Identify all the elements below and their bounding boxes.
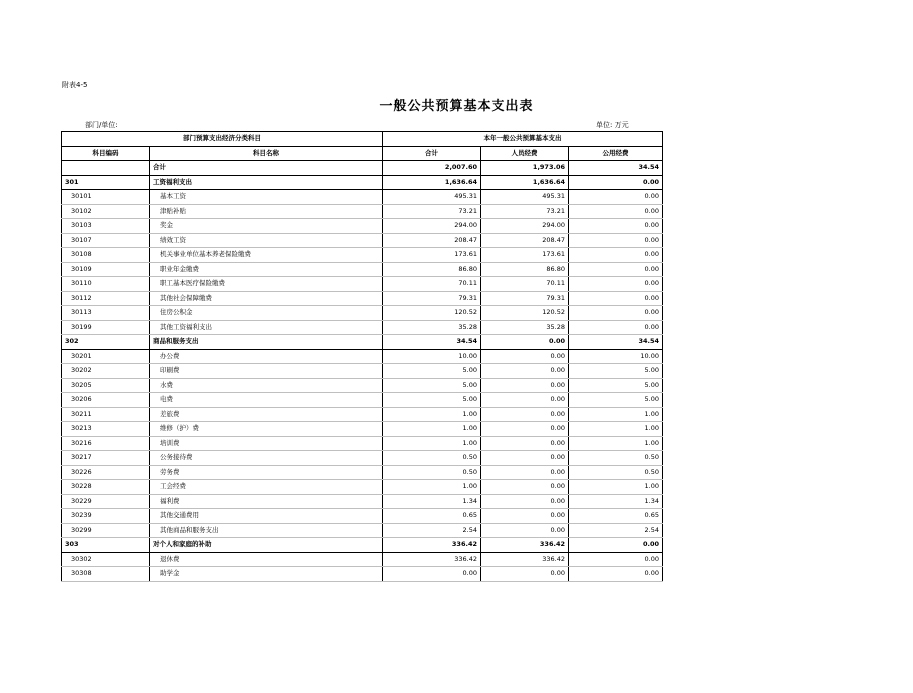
row-personnel: 0.00 [481,422,569,437]
header-group-right: 本年一般公共预算基本支出 [383,132,663,147]
table-row [62,552,663,567]
row-public: 1.00 [569,407,663,422]
row-personnel: 495.31 [481,190,569,205]
row-personnel: 0.00 [481,451,569,466]
row-public: 0.65 [569,509,663,524]
row-total: 0.00 [383,567,481,582]
table-body [62,161,663,582]
row-public: 1.00 [569,480,663,495]
row-public: 0.00 [569,175,663,190]
row-personnel: 0.00 [481,393,569,408]
row-code: 30211 [62,407,150,422]
row-code: 30108 [62,248,150,263]
row-public: 0.00 [569,204,663,219]
row-code: 30226 [62,465,150,480]
table-row [62,494,663,509]
row-personnel: 0.00 [481,436,569,451]
row-code: 30229 [62,494,150,509]
row-total: 0.50 [383,451,481,466]
row-total: 1.00 [383,436,481,451]
header-row [62,146,663,161]
table-row [62,538,663,553]
row-code: 30113 [62,306,150,321]
row-name: 对个人和家庭的补助 [150,538,383,553]
row-total: 294.00 [383,219,481,234]
row-name: 工资福利支出 [150,175,383,190]
row-code: 303 [62,538,150,553]
row-total: 5.00 [383,364,481,379]
row-name: 维修（护）费 [150,422,383,437]
row-public: 0.00 [569,248,663,263]
row-total: 1.34 [383,494,481,509]
row-personnel: 73.21 [481,204,569,219]
table-row [62,262,663,277]
row-personnel: 0.00 [481,509,569,524]
unit-label: 单位: 万元 [596,121,629,129]
row-code: 30302 [62,552,150,567]
row-personnel: 86.80 [481,262,569,277]
row-code: 30112 [62,291,150,306]
row-public: 0.00 [569,277,663,292]
row-public: 1.34 [569,494,663,509]
header-personnel: 人员经费 [481,146,569,161]
table-row [62,306,663,321]
row-name: 奖金 [150,219,383,234]
table-row [62,248,663,263]
row-total: 208.47 [383,233,481,248]
row-personnel: 0.00 [481,480,569,495]
row-total: 34.54 [383,335,481,350]
row-public: 1.00 [569,422,663,437]
table-row [62,175,663,190]
row-personnel: 0.00 [481,494,569,509]
table-row [62,407,663,422]
row-total: 10.00 [383,349,481,364]
row-name: 其他工资福利支出 [150,320,383,335]
row-public: 0.50 [569,465,663,480]
row-public: 5.00 [569,393,663,408]
row-name: 绩效工资 [150,233,383,248]
row-total: 5.00 [383,393,481,408]
header-public: 公用经费 [569,146,663,161]
row-public: 0.00 [569,567,663,582]
row-code: 302 [62,335,150,350]
row-public: 1.00 [569,436,663,451]
row-name: 其他社会保障缴费 [150,291,383,306]
header-group-left: 部门预算支出经济分类科目 [62,132,383,147]
table-row [62,335,663,350]
table-row [62,465,663,480]
table-row [62,161,663,176]
table-row [62,567,663,582]
row-name: 职工基本医疗保险缴费 [150,277,383,292]
row-code: 30103 [62,219,150,234]
budget-table [61,131,663,582]
row-name: 工会经费 [150,480,383,495]
table-row [62,190,663,205]
row-code: 30201 [62,349,150,364]
row-name: 住房公积金 [150,306,383,321]
row-personnel: 1,636.64 [481,175,569,190]
row-total: 0.65 [383,509,481,524]
row-personnel: 0.00 [481,567,569,582]
row-name: 培训费 [150,436,383,451]
row-name: 印刷费 [150,364,383,379]
row-total: 35.28 [383,320,481,335]
row-personnel: 294.00 [481,219,569,234]
row-code: 30216 [62,436,150,451]
row-total: 5.00 [383,378,481,393]
row-personnel: 35.28 [481,320,569,335]
row-name: 退休费 [150,552,383,567]
department-label: 部门/单位: [85,121,118,129]
row-code: 30239 [62,509,150,524]
row-name: 其他交通费用 [150,509,383,524]
row-public: 5.00 [569,378,663,393]
row-name: 合计 [150,161,383,176]
row-total: 1.00 [383,407,481,422]
table-row [62,509,663,524]
row-public: 10.00 [569,349,663,364]
row-name: 差旅费 [150,407,383,422]
table-row [62,393,663,408]
row-personnel: 0.00 [481,465,569,480]
row-personnel: 0.00 [481,364,569,379]
row-name: 劳务费 [150,465,383,480]
table-row [62,204,663,219]
table-row [62,480,663,495]
row-total: 2,007.60 [383,161,481,176]
row-public: 0.00 [569,190,663,205]
row-code: 30107 [62,233,150,248]
header-total: 合计 [383,146,481,161]
row-name: 电费 [150,393,383,408]
row-total: 1.00 [383,422,481,437]
row-name: 助学金 [150,567,383,582]
row-name: 水费 [150,378,383,393]
table-row [62,451,663,466]
row-public: 0.00 [569,233,663,248]
table-row [62,291,663,306]
row-code: 30202 [62,364,150,379]
row-total: 336.42 [383,552,481,567]
row-public: 2.54 [569,523,663,538]
row-name: 办公费 [150,349,383,364]
row-public: 0.00 [569,306,663,321]
row-code: 30206 [62,393,150,408]
row-public: 0.00 [569,291,663,306]
row-code: 30199 [62,320,150,335]
row-total: 495.31 [383,190,481,205]
row-code: 30102 [62,204,150,219]
row-public: 0.50 [569,451,663,466]
row-total: 2.54 [383,523,481,538]
page-title: 一般公共预算基本支出表 [379,99,534,114]
row-personnel: 0.00 [481,407,569,422]
row-name: 职业年金缴费 [150,262,383,277]
row-personnel: 0.00 [481,378,569,393]
table-row [62,523,663,538]
header-name: 科目名称 [150,146,383,161]
table-row [62,349,663,364]
row-name: 其他商品和服务支出 [150,523,383,538]
row-total: 120.52 [383,306,481,321]
row-total: 70.11 [383,277,481,292]
header-group-row [62,132,663,147]
row-total: 1.00 [383,480,481,495]
row-code: 30109 [62,262,150,277]
row-public: 0.00 [569,552,663,567]
table-row [62,277,663,292]
row-total: 86.80 [383,262,481,277]
table-row [62,233,663,248]
row-code: 30110 [62,277,150,292]
row-code: 30228 [62,480,150,495]
row-public: 0.00 [569,320,663,335]
row-name: 公务接待费 [150,451,383,466]
row-code: 30308 [62,567,150,582]
row-total: 1,636.64 [383,175,481,190]
row-personnel: 0.00 [481,335,569,350]
row-code: 30299 [62,523,150,538]
row-name: 商品和服务支出 [150,335,383,350]
header-code: 科目编码 [62,146,150,161]
row-code: 30217 [62,451,150,466]
row-public: 0.00 [569,219,663,234]
row-personnel: 79.31 [481,291,569,306]
row-name: 基本工资 [150,190,383,205]
row-code [62,161,150,176]
table-row [62,320,663,335]
row-public: 34.54 [569,335,663,350]
table-row [62,378,663,393]
row-total: 79.31 [383,291,481,306]
row-personnel: 1,973.06 [481,161,569,176]
row-public: 34.54 [569,161,663,176]
row-name: 福利费 [150,494,383,509]
row-public: 0.00 [569,262,663,277]
attachment-label: 附表4-5 [62,81,88,89]
row-personnel: 0.00 [481,349,569,364]
row-name: 机关事业单位基本养老保险缴费 [150,248,383,263]
row-total: 173.61 [383,248,481,263]
row-personnel: 120.52 [481,306,569,321]
row-total: 336.42 [383,538,481,553]
table-row [62,436,663,451]
row-public: 0.00 [569,538,663,553]
row-total: 73.21 [383,204,481,219]
table-row [62,219,663,234]
row-code: 30213 [62,422,150,437]
row-personnel: 336.42 [481,552,569,567]
row-personnel: 173.61 [481,248,569,263]
row-personnel: 0.00 [481,523,569,538]
row-personnel: 208.47 [481,233,569,248]
table-row [62,364,663,379]
row-code: 30205 [62,378,150,393]
row-public: 5.00 [569,364,663,379]
row-personnel: 336.42 [481,538,569,553]
row-code: 30101 [62,190,150,205]
row-code: 301 [62,175,150,190]
row-total: 0.50 [383,465,481,480]
row-personnel: 70.11 [481,277,569,292]
table-row [62,422,663,437]
row-name: 津贴补贴 [150,204,383,219]
